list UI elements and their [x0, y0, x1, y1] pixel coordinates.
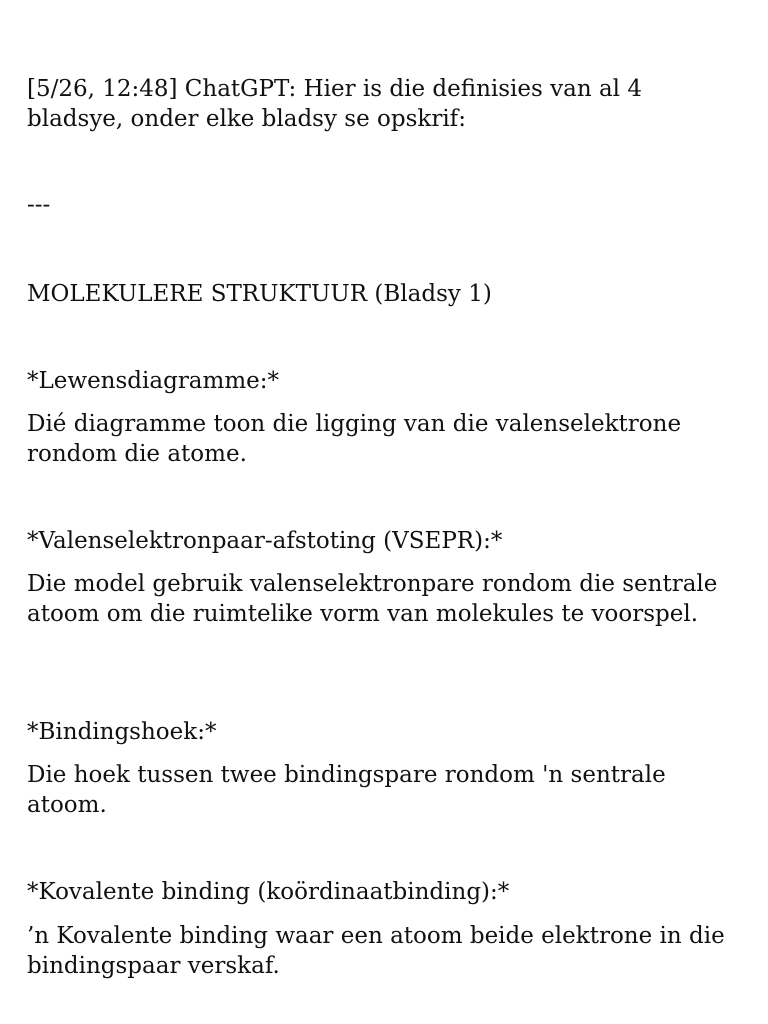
- definition-term: *Kovalente binding (koördinaatbinding):*: [27, 879, 510, 905]
- definition-term: *Valenselektronpaar-afstoting (VSEPR):*: [27, 528, 503, 554]
- definition-text: ’n Kovalente binding waar een atoom beide elektrone in die bindingspaar verskaf.: [27, 923, 725, 979]
- section-title: MOLEKULERE STRUKTUUR (Bladsy 1): [27, 281, 492, 307]
- definition-term: *Lewensdiagramme:*: [27, 368, 280, 394]
- separator: ---: [27, 192, 51, 218]
- definition-term: *Bindingshoek:*: [27, 719, 217, 745]
- definition-text: Die model gebruik valenselektronpare rondom die sentrale atoom om die ruimtelike vorm van molekules te voorspel.: [27, 571, 718, 627]
- definition-text: Die hoek tussen twee bindingspare rondom 'n sentrale atoom.: [27, 762, 666, 818]
- definition-text: Dié diagramme toon die ligging van die valenselektrone rondom die atome.: [27, 411, 682, 467]
- message-header: [5/26, 12:48] ChatGPT: Hier is die definisies van al 4 bladsye, onder elke bladsy se opskrif:: [27, 76, 642, 132]
